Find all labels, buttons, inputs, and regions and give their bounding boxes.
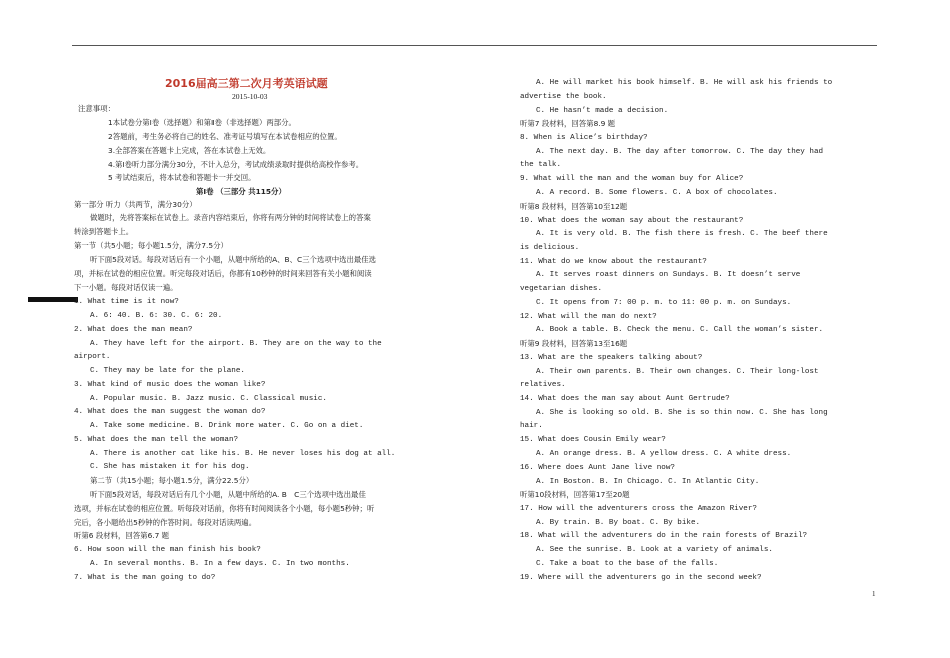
text-line: A. Book a table. B. Check the menu. C. Call the woman’s sister. bbox=[536, 326, 824, 334]
text-line: 下一小题。每段对话仅读一遍。 bbox=[74, 283, 178, 292]
text-line: 第一部分 听力（共两节，满分30分） bbox=[74, 200, 197, 209]
text-line: 11. What do we know about the restaurant? bbox=[520, 258, 707, 266]
text-line: 4.第Ⅰ卷听力部分满分30分，不计入总分，考试成绩录取时提供给高校作参考。 bbox=[108, 160, 364, 169]
text-line: 19. Where will the adventurers go in the second week? bbox=[520, 574, 762, 582]
text-line: A. They have left for the airport. B. They are on the way to the bbox=[90, 340, 382, 348]
text-line: C. He hasn’t made a decision. bbox=[536, 107, 669, 115]
text-line: C. It opens from 7: 00 p. m. to 11: 00 p. m. on Sundays. bbox=[536, 299, 792, 307]
text-line: 听第8 段材料，回答第10至12题 bbox=[520, 202, 628, 211]
text-line: 4. What does the man suggest the woman do? bbox=[74, 408, 266, 416]
text-line: 18. What will the adventurers do in the rain forests of Brazil? bbox=[520, 532, 808, 540]
text-line: A. She is looking so old. B. She is so thin now. C. She has long bbox=[536, 409, 828, 417]
text-line: hair. bbox=[520, 422, 543, 430]
text-line: 2答题前，考生务必将自己的姓名、准考证号填写在本试卷相应的位置。 bbox=[108, 132, 342, 141]
text-line: 16. Where does Aunt Jane live now? bbox=[520, 464, 675, 472]
exam-date: 2015-10-03 bbox=[232, 92, 268, 101]
text-line: advertise the book. bbox=[520, 93, 607, 101]
text-line: A. In several months. B. In a few days. C. In two months. bbox=[90, 560, 350, 568]
text-line: 听第7 段材料，回答第8.9 题 bbox=[520, 119, 616, 128]
text-line: 听第9 段材料，回答第13至16题 bbox=[520, 339, 628, 348]
text-line: 3. What kind of music does the woman like? bbox=[74, 381, 266, 389]
text-line: 13. What are the speakers talking about? bbox=[520, 354, 703, 362]
text-line: 5 考试结束后，将本试卷和答题卡一并交回。 bbox=[108, 173, 256, 182]
text-line: 项，并标在试卷的相应位置。听完每段对话后，你都有10秒钟的时间来回答有关小题和阅读 bbox=[74, 269, 372, 278]
text-line: A. There is another cat like his. B. He never loses his dog at all. bbox=[90, 450, 396, 458]
text-line: 听下面5段对话，每段对话后有几个小题，从题中所给的A. B C三个选项中选出最佳 bbox=[90, 490, 366, 499]
text-line: 1. What time is it now? bbox=[74, 298, 179, 306]
header-rule bbox=[72, 45, 877, 46]
text-line: 完后，各小题给出5秒钟的作答时间。每段对话读两遍。 bbox=[74, 518, 257, 527]
text-line: 9. What will the man and the woman buy for Alice? bbox=[520, 175, 744, 183]
text-line: 注意事项： bbox=[78, 104, 115, 113]
text-line: C. She has mistaken it for his dog. bbox=[90, 463, 250, 471]
exam-title: 2016届高三第二次月考英语试题 bbox=[165, 77, 328, 90]
text-line: A. In Boston. B. In Chicago. C. In Atlantic City. bbox=[536, 478, 760, 486]
text-line: 选项，并标在试卷的相应位置。听每段对话前，你将有时间阅读各个小题，每小题5秒钟；听 bbox=[74, 504, 375, 513]
text-line: relatives. bbox=[520, 381, 566, 389]
text-line: 5. What does the man tell the woman? bbox=[74, 436, 239, 444]
text-line: A. It serves roast dinners on Sundays. B. It doesn’t serve bbox=[536, 271, 801, 279]
text-line: 12. What will the man do next? bbox=[520, 313, 657, 321]
text-line: airport. bbox=[74, 353, 111, 361]
text-line: 6. How soon will the man finish his book? bbox=[74, 546, 261, 554]
text-line: A. Take some medicine. B. Drink more water. C. Go on a diet. bbox=[90, 422, 364, 430]
text-line: is delicious. bbox=[520, 244, 580, 252]
text-line: 第Ⅰ卷 （三部分 共115分） bbox=[196, 187, 286, 196]
text-line: A. 6: 40. B. 6: 30. C. 6: 20. bbox=[90, 312, 223, 320]
text-line: 3.全部答案在答题卡上完成，答在本试卷上无效。 bbox=[108, 146, 271, 155]
text-line: 做题时，先将答案标在试卷上。录音内容结束后，你将有两分钟的时间将试卷上的答案 bbox=[90, 213, 371, 222]
text-line: 15. What does Cousin Emily wear? bbox=[520, 436, 666, 444]
text-line: A. The next day. B. The day after tomorrow. C. The day they had bbox=[536, 148, 824, 156]
text-line: vegetarian dishes. bbox=[520, 285, 603, 293]
text-line: 第一节（共5小题；每小题1.5分，满分7.5分） bbox=[74, 241, 228, 250]
text-line: 转涂到答题卡上。 bbox=[74, 227, 134, 236]
text-line: 1本试卷分第Ⅰ卷（选择题）和第Ⅱ卷（非选择题）两部分。 bbox=[108, 118, 296, 127]
text-line: 听下面5段对话。每段对话后有一个小题，从题中所给的A、B、C三个选项中选出最佳选 bbox=[90, 255, 377, 264]
text-line: 7. What is the man going to do? bbox=[74, 574, 216, 582]
text-line: 2. What does the man mean? bbox=[74, 326, 193, 334]
text-line: 8. When is Alice’s birthday? bbox=[520, 134, 648, 142]
text-line: A. Their own parents. B. Their own changes. C. Their long-lost bbox=[536, 368, 819, 376]
margin-bar bbox=[28, 297, 78, 302]
text-line: 10. What does the woman say about the restaurant? bbox=[520, 217, 744, 225]
text-line: the talk. bbox=[520, 161, 562, 169]
text-line: 17. How will the adventurers cross the Amazon River? bbox=[520, 505, 757, 513]
text-line: 第二节（共15小题；每小题1.5分，满分22.5分） bbox=[90, 476, 254, 485]
text-line: A. An orange dress. B. A yellow dress. C. A white dress. bbox=[536, 450, 792, 458]
page-number: 1 bbox=[872, 590, 876, 598]
text-line: A. He will market his book himself. B. He will ask his friends to bbox=[536, 79, 833, 87]
text-line: A. By train. B. By boat. C. By bike. bbox=[536, 519, 701, 527]
text-line: A. A record. B. Some flowers. C. A box of chocolates. bbox=[536, 189, 778, 197]
text-line: C. Take a boat to the base of the falls. bbox=[536, 560, 719, 568]
text-line: C. They may be late for the plane. bbox=[90, 367, 245, 375]
text-line: 听第10段材料，回答第17至20题 bbox=[520, 490, 630, 499]
text-line: 14. What does the man say about Aunt Gertrude? bbox=[520, 395, 730, 403]
text-line: A. Popular music. B. Jazz music. C. Classical music. bbox=[90, 395, 327, 403]
text-line: A. See the sunrise. B. Look at a variety of animals. bbox=[536, 546, 773, 554]
text-line: A. It is very old. B. The fish there is fresh. C. The beef there bbox=[536, 230, 828, 238]
text-line: 听第6 段材料，回答第6.7 题 bbox=[74, 531, 170, 540]
